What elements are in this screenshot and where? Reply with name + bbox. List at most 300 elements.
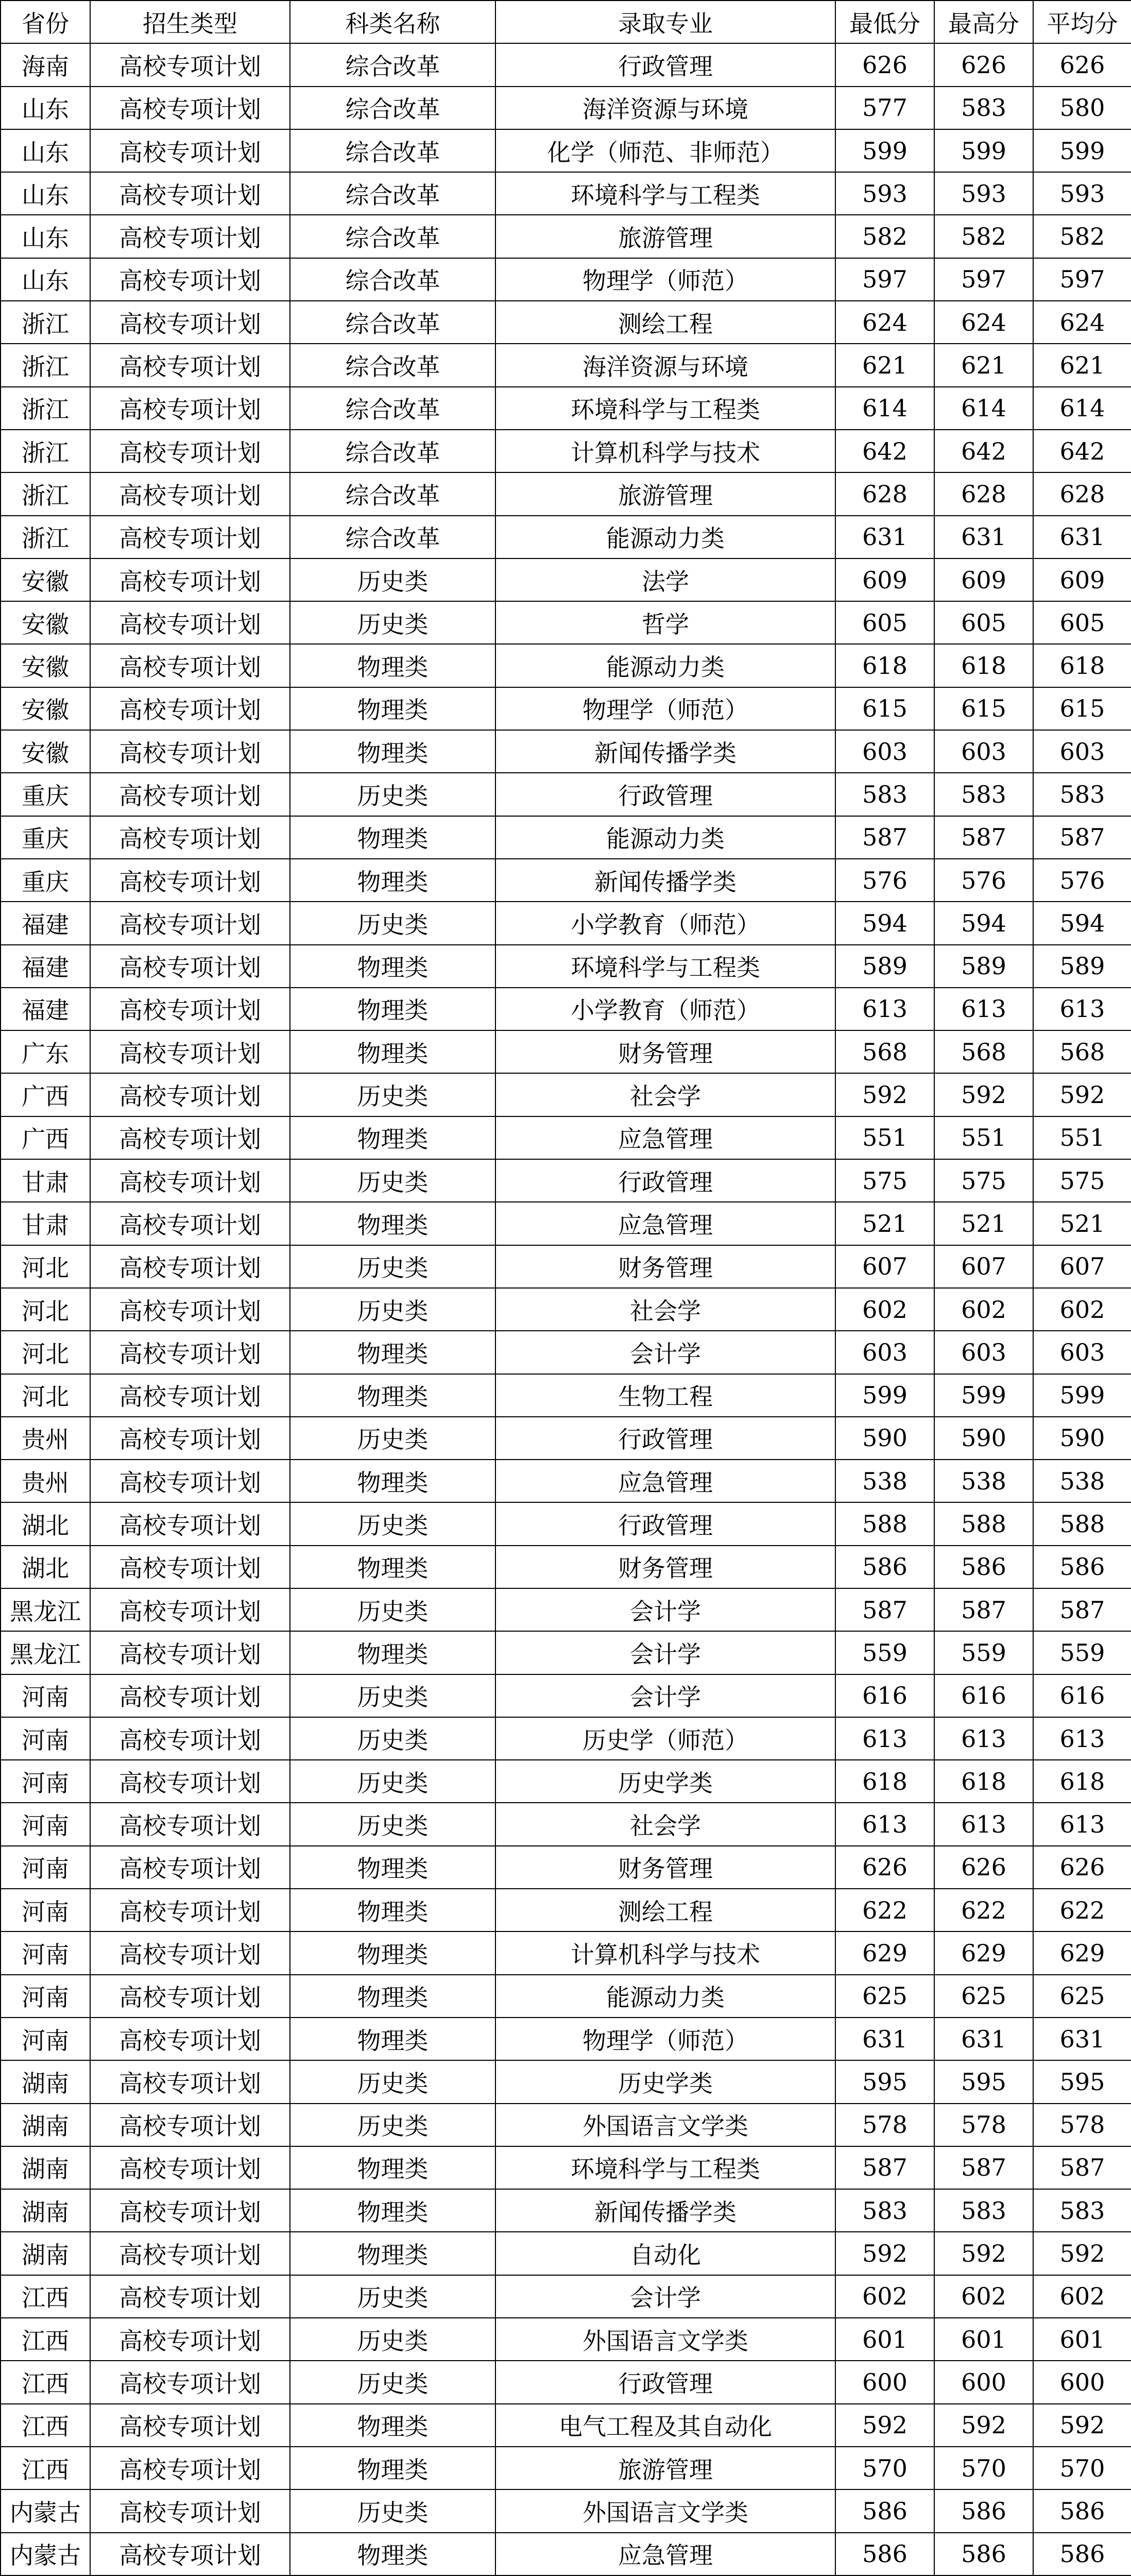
table-row: [1, 558, 1131, 601]
admission-type-cell: 高校专项计划: [90, 1674, 290, 1717]
min-score-cell: 621: [835, 344, 934, 386]
admission-type-cell: 高校专项计划: [90, 773, 290, 816]
admission-type-cell: 高校专项计划: [90, 2361, 290, 2403]
admission-type-cell: 高校专项计划: [90, 1288, 290, 1331]
admission-type-cell: 高校专项计划: [90, 1846, 290, 1889]
max-score-cell: 602: [934, 1288, 1033, 1331]
major-cell: 财务管理: [495, 1245, 835, 1288]
max-score-cell: 622: [934, 1889, 1033, 1931]
province-cell: 浙江: [1, 344, 90, 386]
major-cell: 历史学类: [495, 2060, 835, 2103]
avg-score-cell: 559: [1033, 1631, 1131, 1674]
province-cell: 重庆: [1, 773, 90, 816]
avg-score-cell: 578: [1033, 2104, 1131, 2146]
subject-category-cell: 物理类: [290, 2404, 495, 2447]
avg-score-cell: 607: [1033, 1245, 1131, 1288]
province-cell: 浙江: [1, 472, 90, 515]
avg-score-cell: 588: [1033, 1502, 1131, 1545]
province-cell: 甘肃: [1, 1159, 90, 1202]
admission-type-cell: 高校专项计划: [90, 601, 290, 644]
table-row: [1, 430, 1131, 472]
avg-score-cell: 594: [1033, 902, 1131, 944]
admission-type-cell: 高校专项计划: [90, 1159, 290, 1202]
avg-score-cell: 583: [1033, 2189, 1131, 2232]
province-cell: 湖南: [1, 2146, 90, 2189]
min-score-cell: 618: [835, 644, 934, 687]
header-major: 录取专业: [495, 1, 835, 43]
max-score-cell: 628: [934, 472, 1033, 515]
admission-type-cell: 高校专项计划: [90, 344, 290, 386]
max-score-cell: 631: [934, 2018, 1033, 2060]
province-cell: 山东: [1, 129, 90, 172]
table-row: [1, 387, 1131, 430]
avg-score-cell: 576: [1033, 859, 1131, 902]
major-cell: 社会学: [495, 1288, 835, 1331]
major-cell: 会计学: [495, 1588, 835, 1631]
avg-score-cell: 629: [1033, 1931, 1131, 1974]
table-row: [1, 1073, 1131, 1116]
avg-score-cell: 601: [1033, 2318, 1131, 2361]
major-cell: 历史学类: [495, 1760, 835, 1803]
province-cell: 河南: [1, 2018, 90, 2060]
avg-score-cell: 593: [1033, 172, 1131, 215]
major-cell: 新闻传播学类: [495, 859, 835, 902]
province-cell: 重庆: [1, 816, 90, 859]
avg-score-cell: 613: [1033, 988, 1131, 1030]
table-row: [1, 945, 1131, 988]
max-score-cell: 599: [934, 129, 1033, 172]
min-score-cell: 622: [835, 1889, 934, 1931]
admission-type-cell: 高校专项计划: [90, 301, 290, 344]
province-cell: 河北: [1, 1331, 90, 1374]
major-cell: 旅游管理: [495, 472, 835, 515]
major-cell: 环境科学与工程类: [495, 2146, 835, 2189]
major-cell: 会计学: [495, 1674, 835, 1717]
subject-category-cell: 物理类: [290, 1331, 495, 1374]
major-cell: 海洋资源与环境: [495, 344, 835, 386]
header-province: 省份: [1, 1, 90, 43]
admission-type-cell: 高校专项计划: [90, 43, 290, 86]
province-cell: 浙江: [1, 387, 90, 430]
admission-type-cell: 高校专项计划: [90, 816, 290, 859]
province-cell: 福建: [1, 988, 90, 1030]
table-row: [1, 601, 1131, 644]
major-cell: 旅游管理: [495, 2447, 835, 2489]
province-cell: 河南: [1, 1889, 90, 1931]
subject-category-cell: 物理类: [290, 1631, 495, 1674]
header-avg-score: 平均分: [1033, 1, 1131, 43]
major-cell: 行政管理: [495, 1417, 835, 1460]
avg-score-cell: 590: [1033, 1417, 1131, 1460]
admission-type-cell: 高校专项计划: [90, 2232, 290, 2275]
min-score-cell: 625: [835, 1975, 934, 2018]
admission-type-cell: 高校专项计划: [90, 1931, 290, 1974]
max-score-cell: 583: [934, 773, 1033, 816]
min-score-cell: 613: [835, 1803, 934, 1845]
admission-type-cell: 高校专项计划: [90, 1631, 290, 1674]
min-score-cell: 586: [835, 2489, 934, 2532]
major-cell: 能源动力类: [495, 644, 835, 687]
table-row: [1, 1975, 1131, 2018]
table-row: [1, 773, 1131, 816]
admission-type-cell: 高校专项计划: [90, 2404, 290, 2447]
province-cell: 福建: [1, 902, 90, 944]
avg-score-cell: 570: [1033, 2447, 1131, 2489]
province-cell: 广东: [1, 1030, 90, 1073]
max-score-cell: 586: [934, 1546, 1033, 1588]
avg-score-cell: 613: [1033, 1803, 1131, 1845]
major-cell: 物理学（师范）: [495, 2018, 835, 2060]
major-cell: 能源动力类: [495, 816, 835, 859]
province-cell: 重庆: [1, 859, 90, 902]
max-score-cell: 614: [934, 387, 1033, 430]
min-score-cell: 587: [835, 2146, 934, 2189]
max-score-cell: 600: [934, 2361, 1033, 2403]
table-row: [1, 1245, 1131, 1288]
min-score-cell: 615: [835, 687, 934, 730]
major-cell: 外国语言文学类: [495, 2489, 835, 2532]
admission-type-cell: 高校专项计划: [90, 2533, 290, 2575]
max-score-cell: 631: [934, 516, 1033, 558]
avg-score-cell: 586: [1033, 1546, 1131, 1588]
province-cell: 广西: [1, 1073, 90, 1116]
min-score-cell: 618: [835, 1760, 934, 1803]
admission-type-cell: 高校专项计划: [90, 2060, 290, 2103]
major-cell: 社会学: [495, 1073, 835, 1116]
province-cell: 河北: [1, 1245, 90, 1288]
admission-type-cell: 高校专项计划: [90, 988, 290, 1030]
subject-category-cell: 物理类: [290, 988, 495, 1030]
province-cell: 河南: [1, 1717, 90, 1760]
table-row: [1, 2361, 1131, 2403]
major-cell: 小学教育（师范）: [495, 988, 835, 1030]
table-row: [1, 344, 1131, 386]
province-cell: 江西: [1, 2318, 90, 2361]
table-row: [1, 2104, 1131, 2146]
min-score-cell: 578: [835, 2104, 934, 2146]
header-admission-type: 招生类型: [90, 1, 290, 43]
table-body: [1, 43, 1131, 2576]
province-cell: 山东: [1, 215, 90, 258]
admission-type-cell: 高校专项计划: [90, 687, 290, 730]
admission-type-cell: 高校专项计划: [90, 1889, 290, 1931]
avg-score-cell: 605: [1033, 601, 1131, 644]
major-cell: 新闻传播学类: [495, 2189, 835, 2232]
avg-score-cell: 613: [1033, 1717, 1131, 1760]
admission-type-cell: 高校专项计划: [90, 2189, 290, 2232]
major-cell: 应急管理: [495, 1460, 835, 1502]
table-row: [1, 1846, 1131, 1889]
major-cell: 化学（师范、非师范）: [495, 129, 835, 172]
subject-category-cell: 历史类: [290, 2060, 495, 2103]
max-score-cell: 626: [934, 1846, 1033, 1889]
table-row: [1, 1502, 1131, 1545]
subject-category-cell: 历史类: [290, 1803, 495, 1845]
province-cell: 广西: [1, 1116, 90, 1159]
table-row: [1, 988, 1131, 1030]
min-score-cell: 613: [835, 1717, 934, 1760]
subject-category-cell: 综合改革: [290, 516, 495, 558]
min-score-cell: 626: [835, 1846, 934, 1889]
admission-type-cell: 高校专项计划: [90, 472, 290, 515]
subject-category-cell: 历史类: [290, 1245, 495, 1288]
admission-type-cell: 高校专项计划: [90, 1546, 290, 1588]
max-score-cell: 568: [934, 1030, 1033, 1073]
major-cell: 自动化: [495, 2232, 835, 2275]
major-cell: 法学: [495, 558, 835, 601]
province-cell: 山东: [1, 172, 90, 215]
table-row: [1, 1588, 1131, 1631]
subject-category-cell: 历史类: [290, 1717, 495, 1760]
subject-category-cell: 综合改革: [290, 172, 495, 215]
max-score-cell: 625: [934, 1975, 1033, 2018]
subject-category-cell: 物理类: [290, 1374, 495, 1417]
major-cell: 外国语言文学类: [495, 2318, 835, 2361]
table-row: [1, 644, 1131, 687]
subject-category-cell: 物理类: [290, 644, 495, 687]
major-cell: 哲学: [495, 601, 835, 644]
major-cell: 财务管理: [495, 1546, 835, 1588]
province-cell: 贵州: [1, 1460, 90, 1502]
admission-type-cell: 高校专项计划: [90, 1460, 290, 1502]
province-cell: 湖南: [1, 2232, 90, 2275]
province-cell: 安徽: [1, 730, 90, 773]
admission-type-cell: 高校专项计划: [90, 2489, 290, 2532]
table-row: [1, 2060, 1131, 2103]
province-cell: 内蒙古: [1, 2533, 90, 2575]
min-score-cell: 614: [835, 387, 934, 430]
table-row: [1, 2489, 1131, 2532]
max-score-cell: 587: [934, 1588, 1033, 1631]
major-cell: 财务管理: [495, 1846, 835, 1889]
province-cell: 浙江: [1, 516, 90, 558]
header-min-score: 最低分: [835, 1, 934, 43]
province-cell: 黑龙江: [1, 1588, 90, 1631]
avg-score-cell: 600: [1033, 2361, 1131, 2403]
subject-category-cell: 历史类: [290, 2489, 495, 2532]
admission-type-cell: 高校专项计划: [90, 2447, 290, 2489]
max-score-cell: 592: [934, 1073, 1033, 1116]
header-max-score: 最高分: [934, 1, 1033, 43]
max-score-cell: 613: [934, 1717, 1033, 1760]
avg-score-cell: 586: [1033, 2533, 1131, 2575]
avg-score-cell: 582: [1033, 215, 1131, 258]
min-score-cell: 624: [835, 301, 934, 344]
subject-category-cell: 综合改革: [290, 258, 495, 301]
table-row: [1, 1374, 1131, 1417]
table-row: [1, 2447, 1131, 2489]
min-score-cell: 600: [835, 2361, 934, 2403]
province-cell: 河南: [1, 1931, 90, 1974]
subject-category-cell: 物理类: [290, 1546, 495, 1588]
subject-category-cell: 历史类: [290, 773, 495, 816]
subject-category-cell: 历史类: [290, 2318, 495, 2361]
province-cell: 湖北: [1, 1546, 90, 1588]
min-score-cell: 521: [835, 1202, 934, 1245]
avg-score-cell: 626: [1033, 43, 1131, 86]
subject-category-cell: 历史类: [290, 2361, 495, 2403]
province-cell: 河北: [1, 1374, 90, 1417]
subject-category-cell: 历史类: [290, 601, 495, 644]
admission-type-cell: 高校专项计划: [90, 1374, 290, 1417]
min-score-cell: 631: [835, 2018, 934, 2060]
admission-type-cell: 高校专项计划: [90, 644, 290, 687]
admission-type-cell: 高校专项计划: [90, 730, 290, 773]
subject-category-cell: 物理类: [290, 1116, 495, 1159]
table-row: [1, 816, 1131, 859]
avg-score-cell: 521: [1033, 1202, 1131, 1245]
avg-score-cell: 595: [1033, 2060, 1131, 2103]
admission-type-cell: 高校专项计划: [90, 2018, 290, 2060]
subject-category-cell: 物理类: [290, 2189, 495, 2232]
max-score-cell: 587: [934, 816, 1033, 859]
major-cell: 应急管理: [495, 1116, 835, 1159]
province-cell: 浙江: [1, 301, 90, 344]
province-cell: 安徽: [1, 687, 90, 730]
min-score-cell: 590: [835, 1417, 934, 1460]
table-row: [1, 1288, 1131, 1331]
avg-score-cell: 625: [1033, 1975, 1131, 2018]
min-score-cell: 629: [835, 1931, 934, 1974]
admission-type-cell: 高校专项计划: [90, 1760, 290, 1803]
avg-score-cell: 603: [1033, 1331, 1131, 1374]
major-cell: 应急管理: [495, 1202, 835, 1245]
min-score-cell: 586: [835, 2533, 934, 2575]
major-cell: 测绘工程: [495, 301, 835, 344]
min-score-cell: 595: [835, 2060, 934, 2103]
avg-score-cell: 618: [1033, 1760, 1131, 1803]
major-cell: 测绘工程: [495, 1889, 835, 1931]
major-cell: 行政管理: [495, 773, 835, 816]
max-score-cell: 538: [934, 1460, 1033, 1502]
province-cell: 海南: [1, 43, 90, 86]
major-cell: 物理学（师范）: [495, 258, 835, 301]
table-row: [1, 2404, 1131, 2447]
min-score-cell: 628: [835, 472, 934, 515]
major-cell: 社会学: [495, 1803, 835, 1845]
admission-type-cell: 高校专项计划: [90, 1245, 290, 1288]
table-row: [1, 2146, 1131, 2189]
major-cell: 行政管理: [495, 43, 835, 86]
table-row: [1, 2232, 1131, 2275]
min-score-cell: 607: [835, 1245, 934, 1288]
avg-score-cell: 592: [1033, 1073, 1131, 1116]
min-score-cell: 587: [835, 816, 934, 859]
max-score-cell: 592: [934, 2404, 1033, 2447]
table-row: [1, 2318, 1131, 2361]
table-row: [1, 1417, 1131, 1460]
major-cell: 能源动力类: [495, 516, 835, 558]
min-score-cell: 592: [835, 2404, 934, 2447]
min-score-cell: 583: [835, 773, 934, 816]
max-score-cell: 521: [934, 1202, 1033, 1245]
max-score-cell: 576: [934, 859, 1033, 902]
min-score-cell: 631: [835, 516, 934, 558]
min-score-cell: 575: [835, 1159, 934, 1202]
max-score-cell: 551: [934, 1116, 1033, 1159]
min-score-cell: 599: [835, 1374, 934, 1417]
admission-type-cell: 高校专项计划: [90, 1417, 290, 1460]
min-score-cell: 582: [835, 215, 934, 258]
admission-type-cell: 高校专项计划: [90, 172, 290, 215]
province-cell: 江西: [1, 2404, 90, 2447]
min-score-cell: 613: [835, 988, 934, 1030]
max-score-cell: 595: [934, 2060, 1033, 2103]
avg-score-cell: 631: [1033, 516, 1131, 558]
subject-category-cell: 历史类: [290, 1674, 495, 1717]
province-cell: 黑龙江: [1, 1631, 90, 1674]
table-row: [1, 859, 1131, 902]
admission-type-cell: 高校专项计划: [90, 430, 290, 472]
subject-category-cell: 历史类: [290, 2104, 495, 2146]
admission-type-cell: 高校专项计划: [90, 1803, 290, 1845]
province-cell: 河南: [1, 1803, 90, 1845]
header-subject-category: 科类名称: [290, 1, 495, 43]
max-score-cell: 578: [934, 2104, 1033, 2146]
table-row: [1, 2533, 1131, 2575]
subject-category-cell: 历史类: [290, 1159, 495, 1202]
min-score-cell: 576: [835, 859, 934, 902]
avg-score-cell: 587: [1033, 1588, 1131, 1631]
table-row: [1, 1931, 1131, 1974]
avg-score-cell: 616: [1033, 1674, 1131, 1717]
table-row: [1, 902, 1131, 944]
major-cell: 会计学: [495, 1631, 835, 1674]
subject-category-cell: 物理类: [290, 1931, 495, 1974]
max-score-cell: 583: [934, 87, 1033, 129]
max-score-cell: 570: [934, 2447, 1033, 2489]
min-score-cell: 592: [835, 1073, 934, 1116]
table-row: [1, 2018, 1131, 2060]
province-cell: 江西: [1, 2275, 90, 2318]
subject-category-cell: 综合改革: [290, 430, 495, 472]
subject-category-cell: 综合改革: [290, 215, 495, 258]
admission-type-cell: 高校专项计划: [90, 2104, 290, 2146]
max-score-cell: 586: [934, 2533, 1033, 2575]
avg-score-cell: 587: [1033, 2146, 1131, 2189]
max-score-cell: 586: [934, 2489, 1033, 2532]
avg-score-cell: 631: [1033, 2018, 1131, 2060]
min-score-cell: 588: [835, 1502, 934, 1545]
min-score-cell: 616: [835, 1674, 934, 1717]
subject-category-cell: 物理类: [290, 1460, 495, 1502]
max-score-cell: 603: [934, 730, 1033, 773]
major-cell: 新闻传播学类: [495, 730, 835, 773]
max-score-cell: 593: [934, 172, 1033, 215]
avg-score-cell: 614: [1033, 387, 1131, 430]
admission-type-cell: 高校专项计划: [90, 1717, 290, 1760]
subject-category-cell: 综合改革: [290, 43, 495, 86]
table-row: [1, 1030, 1131, 1073]
major-cell: 物理学（师范）: [495, 687, 835, 730]
province-cell: 内蒙古: [1, 2489, 90, 2532]
subject-category-cell: 物理类: [290, 2018, 495, 2060]
subject-category-cell: 综合改革: [290, 129, 495, 172]
max-score-cell: 575: [934, 1159, 1033, 1202]
subject-category-cell: 物理类: [290, 1202, 495, 1245]
avg-score-cell: 624: [1033, 301, 1131, 344]
table-row: [1, 1546, 1131, 1588]
major-cell: 行政管理: [495, 2361, 835, 2403]
avg-score-cell: 589: [1033, 945, 1131, 988]
subject-category-cell: 综合改革: [290, 301, 495, 344]
major-cell: 环境科学与工程类: [495, 387, 835, 430]
max-score-cell: 589: [934, 945, 1033, 988]
major-cell: 生物工程: [495, 1374, 835, 1417]
admission-type-cell: 高校专项计划: [90, 902, 290, 944]
subject-category-cell: 综合改革: [290, 472, 495, 515]
admission-type-cell: 高校专项计划: [90, 1588, 290, 1631]
